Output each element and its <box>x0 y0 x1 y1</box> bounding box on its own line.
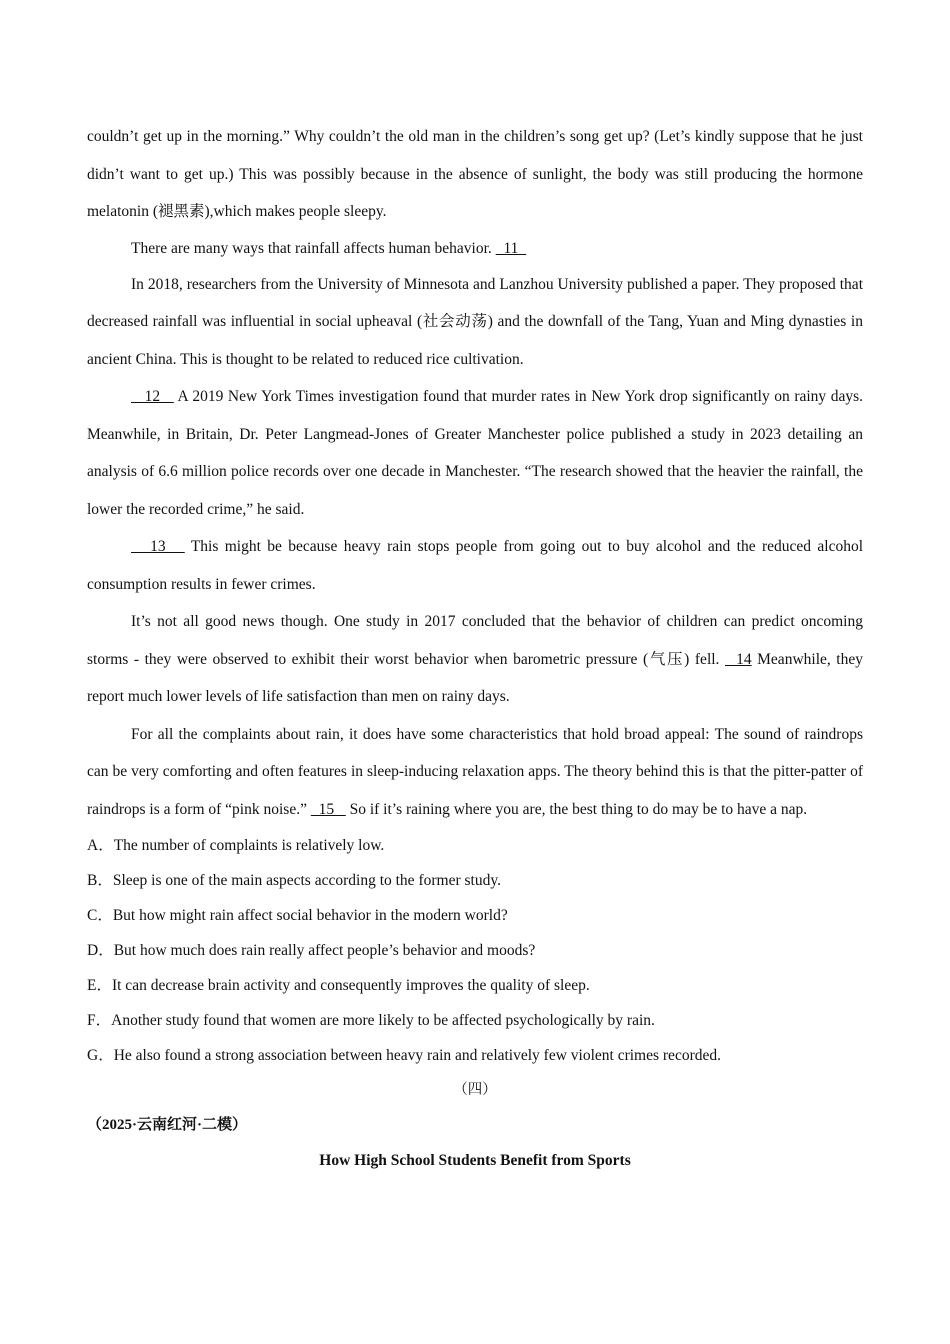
article-title: How High School Students Benefit from Sports <box>319 1152 631 1169</box>
document-page <box>87 118 863 1178</box>
option-f[interactable]: F．Another study found that women are more likely to be affected psychologically by rain. <box>87 1012 655 1029</box>
paragraph-text-2: So if it’s raining where you are, the best thing to do may be to have a nap. <box>345 800 808 818</box>
blank-14[interactable]: 14 <box>724 650 752 668</box>
option-d[interactable]: D．But how much does rain really affect people’s behavior and moods? <box>87 942 536 959</box>
answer-options <box>87 828 863 1073</box>
blank-15[interactable]: 15 <box>310 800 346 818</box>
paragraph-research-2018: In 2018, researchers from the University of Minnesota and Lanzhou University published a paper. They proposed that decreased rainfall was influential in social upheaval (社会动荡) and the downfall of the Tang, Yuan and Ming dynasties in ancient China. This is thought to be related to reduced rice cultivation. <box>87 275 863 368</box>
paragraph-children-storms <box>87 603 863 716</box>
paragraph-text: This might be because heavy rain stops people from going out to buy alcohol and the reduced alcohol consumption results in fewer crimes. <box>87 538 864 593</box>
paragraph-alcohol <box>87 528 863 603</box>
paragraph-text: It’s not all good news though. One study in 2017 concluded that the behavior of children can predict oncoming storms - they were observed to exhibit their worst behavior when barometric pressure (气压) fell. <box>87 613 863 668</box>
option-b[interactable]: B．Sleep is one of the main aspects according to the former study. <box>87 872 501 889</box>
paragraph-crime-study <box>87 378 863 528</box>
paragraph-text-2: Meanwhile, they report much lower levels of life satisfaction than men on rainy days. <box>87 650 863 705</box>
paragraph-pink-noise <box>87 716 863 829</box>
option-a[interactable]: A．The number of complaints is relatively low. <box>87 837 385 854</box>
paragraph-text: For all the complaints about rain, it does have some characteristics that hold broad appeal: The sound of raindrops can be very comforting and often features in sleep-inducing relaxation apps. The theory behind this is that the pitter-patter of raindrops is a form of “pink noise.” <box>87 725 863 818</box>
blank-13[interactable]: 13 <box>131 538 185 555</box>
section-number: （四） <box>453 1082 497 1098</box>
blank-11[interactable]: 11 <box>495 239 527 257</box>
paragraph-text: A 2019 New York Times investigation found that murder rates in New York drop significantly on rainy days. Meanwhile, in Britain, Dr. Peter Langmead-Jones of Greater Manchester police published a study in 2023 detailing an analysis of 6.6 million police records over one decade in Manchester. “The research showed that the heavier the rainfall, the lower the recorded crime,” he said. <box>87 388 864 518</box>
paragraph-rainfall-intro <box>87 231 863 266</box>
option-c[interactable]: C．But how might rain affect social behavior in the modern world? <box>87 907 508 924</box>
section-source: （2025·云南红河·二模） <box>87 1117 248 1133</box>
paragraph-melatonin: couldn’t get up in the morning.” Why couldn’t the old man in the children’s song get up? (Let’s kindly suppose that he just didn’t want to get up.) This was possibly because in the absence of sunlight, the body was still producing the hormone melatonin (褪黑素),which makes people sleepy. <box>87 128 863 220</box>
option-g[interactable]: G．He also found a strong association between heavy rain and relatively few violent crimes recorded. <box>87 1047 721 1064</box>
paragraph-text: There are many ways that rainfall affects human behavior. <box>131 239 496 257</box>
option-e[interactable]: E．It can decrease brain activity and consequently improves the quality of sleep. <box>87 977 590 994</box>
blank-12[interactable]: 12 <box>131 388 174 405</box>
